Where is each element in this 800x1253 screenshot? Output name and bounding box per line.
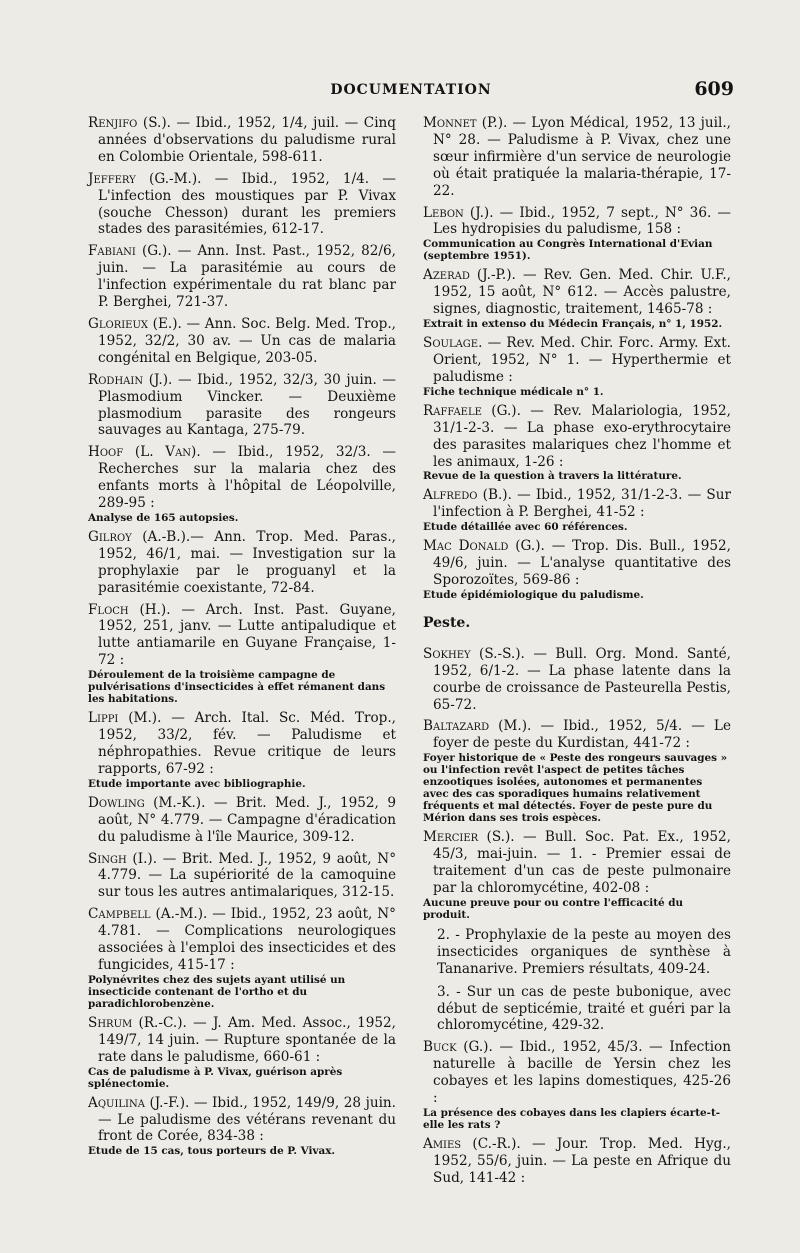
mercier-sub-item: 3. - Sur un cas de peste bubonique, avec début de septicémie, traité et guéri par la chloromycétine, 429-32. [437,983,731,1034]
bibliography-entry [88,851,396,902]
bibliography-entry [88,171,396,239]
bibliography-entry [88,115,396,166]
entry-text: — Ibid., 1952, 1/4, juil. — Cinq années d'observations du paludisme rural en Colombie Orientale, 598-611. [98,115,396,165]
entry-note: Polynévrites chez des sujets ayant utilisé un insecticide contenant de l'ortho et du paradichlorobenzène. [88,973,346,1010]
section-title-peste: Peste. [423,614,471,631]
bibliography-entry [88,1015,396,1090]
bibliography-entry [88,372,396,440]
entry-text: — Brit. Med. J., 1952, 9 août, N° 4.779. — Campagne d'éradication du paludisme à l'île Maurice, 309-12. [98,794,396,845]
entry-text: — Jour. Trop. Med. Hyg., 1952, 55/6, juin. — La peste en Afrique du Sud, 141-42 : [433,1135,731,1186]
peste-entries-continued [423,1039,731,1186]
entry-text: — Ann. Trop. Med. Paras., 1952, 46/1, mai. — Investigation sur la prophylaxie par le proguanyl et la parasitémie coexistante, 72-84. [98,528,396,596]
entry-text: — Ibid., 1952, 1/4. — L'infection des moustiques par P. Vivax (souche Chesson) durant les premiers stades des parasitémies, 612-17. [98,170,397,238]
entry-note: Communication au Congrès International d'Evian (septembre 1951). [423,238,713,263]
entry-text: — Brit. Med. J., 1952, 9 août, N° 4.779. — La supériorité de la camoquine sur tous les autres antimalariques, 312-15. [98,850,396,901]
entry-author: Renjifo (S.). [88,115,171,131]
entry-text: — J. Am. Med. Assoc., 1952, 149/7, 14 juin. — Rupture spontanée de la rate dans le paludisme, 660-61 : [98,1014,397,1065]
entry-text: — Arch. Ital. Sc. Méd. Trop., 1952, 33/2, fév. — Paludisme et néphropathies. Revue critique de leurs rapports, 67-92 : [98,710,396,777]
entry-author: Amies (C.-R.). [423,1135,521,1152]
entry-text: — Bull. Soc. Pat. Ex., 1952, 45/3, mai-juin. — 1. - Premier essai de traitement d'un cas de peste pulmonaire par la chloromycétine, 402-08 : [433,829,732,896]
entry-author: Alfredo (B.). [423,487,512,504]
bibliography-entry [423,403,731,483]
entry-text: — Ann. Inst. Past., 1952, 82/6, juin. — La parasitémie au cours de l'infection expérimentale du rat blanc par P. Berghei, 721-37. [98,243,396,311]
bibliography-entry [88,795,396,846]
entry-author: Buck (G.). [423,1039,493,1056]
entry-note: Cas de paludisme à P. Vivax, guérison après splénectomie. [88,1065,343,1090]
peste-entries [423,646,731,921]
bibliography-entry [423,829,731,921]
entry-author: Campbell (A.-M.). [88,906,208,923]
entry-note: Revue de la question à travers la littérature. [423,470,682,483]
entry-note: Etude de 15 cas, tous porteurs de P. Vivax. [88,1145,336,1158]
page-number: 609 [694,78,734,100]
entry-author: Jeffery (G.-M.). [88,170,202,187]
entry-text: — Bull. Org. Mond. Santé, 1952, 6/1-2. — La phase latente dans la courbe de croissance de Pasteurella Pestis, 65-72. [433,645,731,713]
entry-note: La présence des cobayes dans les clapiers écarte-t-elle les rats ? [423,1106,721,1131]
entry-author: Azerad (J.-P.). [423,267,516,284]
entry-text: — Ibid., 1952, 32/3. — Recherches sur la malaria chez des enfants morts à l'hôpital de Léopolville, 289-95 : [98,444,396,512]
entry-author: Dowling (M.-K.). [88,794,206,811]
entry-author: Sokhey (S.-S.). [423,645,525,662]
entry-text: — Ibid., 1952, 31/1-2-3. — Sur l'infection à P. Berghei, 41-52 : [433,487,731,521]
entry-author: Floch (H.). [88,601,171,618]
bibliography-entry [423,1136,731,1187]
entry-text: — Ibid., 1952, 7 sept., N° 36. — Les hydropisies du paludisme, 158 : [433,204,731,238]
right-column [423,115,731,1192]
bibliography-entry [423,538,731,601]
entry-author: Fabiani (G.). [88,243,172,260]
entry-author: Shrum (R.-C.). [88,1014,187,1031]
entry-text: — Ibid., 1952, 5/4. — Le foyer de peste du Kurdistan, 441-72 : [433,718,731,752]
bibliography-entry [88,529,396,597]
bibliography-entry [88,906,396,1010]
entry-author: Lebon (J.). [423,204,494,221]
entry-note: Etude importante avec bibliographie. [88,777,306,790]
entry-note: Déroulement de la troisième campagne de pulvérisations d'insecticides à effet rémanent dans les habitations. [88,669,386,706]
entry-author: Singh (I.). [88,850,158,867]
entry-author: Mac Donald (G.). [423,538,545,555]
entry-author: Rodhain (J.). [88,371,173,388]
page-header [88,78,734,104]
right-entries [423,115,731,601]
entry-text: — Ann. Soc. Belg. Med. Trop., 1952, 32/2, 30 av. — Un cas de malaria congénital en Belgique, 203-05. [98,315,396,366]
entry-author: Aquilina (J.-F.). [88,1094,190,1111]
bibliography-entry [88,316,396,367]
entry-text: — Ibid., 1952, 45/3. — Infection naturelle à bacille de Yersin chez les cobayes et les lapins domestiques, 425-26 : [433,1039,731,1107]
entry-note: Extrait in extenso du Médecin Français, n° 1, 1952. [423,318,723,331]
bibliography-entry [423,487,731,533]
bibliography-entry [423,267,731,330]
entry-text: — Lyon Médical, 1952, 13 juil., N° 28. — Paludisme à P. Vivax, chez une sœur infirmière d'un service de neurologie où était pratiquée la malaria-thérapie, 17-22. [433,115,731,199]
entry-text: — Rev. Med. Chir. Forc. Army. Ext. Orient, 1952, N° 1. — Hyperthermie et paludisme : [433,335,731,385]
bibliography-entry [88,710,396,790]
left-column [88,115,396,1162]
entry-note: Fiche technique médicale n° 1. [423,385,604,398]
entry-text: — Rev. Gen. Med. Chir. U.F., 1952, 15 août, N° 612. — Accès palustre, signes, diagnostic, traitement, 1465-78 : [433,267,732,318]
bibliography-entry [423,335,731,398]
bibliography-entry [423,718,731,824]
entry-note: Analyse de 165 autopsies. [88,511,239,524]
running-title: DOCUMENTATION [330,82,492,98]
bibliography-entry [88,243,396,311]
entry-author: Baltazard (M.). [423,718,532,735]
entry-author: Gilroy (A.-B.). [88,528,191,545]
bibliography-entry [88,602,396,706]
entry-author: Mercier (S.). [423,829,515,846]
entry-text: — Ibid., 1952, 149/9, 28 juin. — Le paludisme des vétérans revenant du front de Corée, 834-38 : [98,1094,396,1145]
entry-author: Glorieux (E.). [88,315,182,332]
entry-author: Monnet (P.). [423,115,508,131]
entry-text: — Rev. Malariologia, 1952, 31/1-2-3. — La phase exo-erythrocytaire des parasites malariques chez l'homme et les animaux, 1-26 : [433,402,731,470]
entry-note: Foyer historique de « Peste des rongeurs sauvages » ou l'infection revêt l'aspect de petites tâches enzootiques isolées, autonomes et permanentes avec des cas sporadiques humains relativement fréquents et mal détectés. Foyer de peste pure du Mérion dans ses trois espèces. [423,752,728,825]
entry-text: — Trop. Dis. Bull., 1952, 49/6, juin. — L'analyse quantitative des Sporozoïtes, 569-86 : [433,538,731,589]
entry-note: Etude épidémiologique du paludisme. [423,588,644,601]
bibliography-entry [423,205,731,263]
entry-author: Raffaele (G.). [423,402,521,419]
mercier-sub-item: 2. - Prophylaxie de la peste au moyen des insecticides organiques de synthèse à Tananarive. Premiers résultats, 409-24. [437,926,731,977]
entry-text: — Ibid., 1952, 23 août, N° 4.781. — Complications neurologiques associées à l'emploi des insecticides et des fungicides, 415-17 : [98,906,396,973]
entry-note: Aucune preuve pour ou contre l'efficacité du produit. [423,896,684,921]
entry-author: Hoof (L. Van). [88,444,201,461]
entry-text: — Ibid., 1952, 32/3, 30 juin. — Plasmodium Vincker. — Deuxième plasmodium parasite des rongeurs sauvages au Kantaga, 275-79. [98,371,396,439]
bibliography-entry [88,444,396,524]
bibliography-entry [423,115,731,200]
entry-note: Etude détaillée avec 60 références. [423,521,628,534]
entry-text: — Arch. Inst. Past. Guyane, 1952, 251, janv. — Lutte antipaludique et lutte antiamarile en Guyane Française, 1-72 : [98,601,396,669]
bibliography-entry [88,1095,396,1158]
bibliography-entry [423,1039,731,1131]
entry-author: Lippi (M.). [88,710,162,727]
bibliography-entry [423,646,731,714]
entry-author: Soulage. [423,335,483,352]
